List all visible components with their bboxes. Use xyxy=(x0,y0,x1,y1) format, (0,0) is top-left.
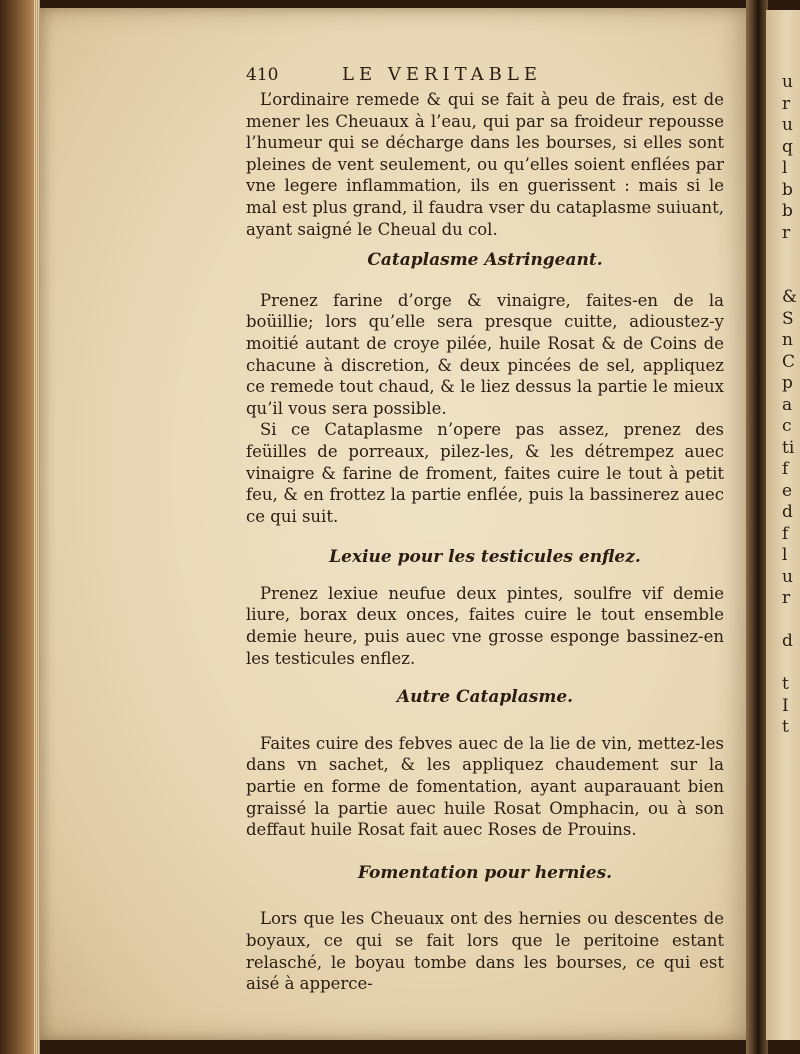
page-text-block xyxy=(246,64,724,995)
paragraph-fomentation: Lors que les Cheuaux ont des hernies ou descentes de boyaux, ce qui se fait lors que le peritoine estant relasché, le boyau tombe dans les bourses, ce qui est aisé à apperce- xyxy=(246,909,724,994)
running-head xyxy=(246,64,724,88)
book-spine-edge xyxy=(0,0,40,1054)
paragraph-lexiue: Prenez lexiue neufue deux pintes, soulfre vif demie liure, borax deux onces, faites cuire le tout ensemble demie heure, puis auec vne grosse esponge bassinez-en les testicules enflez. xyxy=(246,583,724,668)
facing-page-edge xyxy=(766,10,800,1040)
page-number: 410 xyxy=(246,65,279,85)
facing-page-text-fragment: u r u q l b b r & S n C p a c ti f e d f l u r d t I t xyxy=(782,72,798,737)
section-heading-cataplasme-astringeant: Cataplasme Astringeant. xyxy=(367,250,603,271)
section-heading-fomentation: Fomentation pour hernies. xyxy=(357,862,613,883)
book-gutter xyxy=(746,0,768,1054)
section-heading-lexiue: Lexiue pour les testicules enflez. xyxy=(329,547,641,568)
running-title: LE VERITABLE xyxy=(342,64,542,85)
paragraph-cataplasme-2: Si ce Cataplasme n’opere pas assez, prenez des feüilles de porreaux, pilez-les, & les détrempez auec vinaigre & farine de froment, faites cuire le tout à petit feu, & en frottez la partie enflée, puis la bassinerez auec ce qui suit. xyxy=(246,420,724,526)
section-heading-autre-cataplasme: Autre Cataplasme. xyxy=(396,687,574,708)
paragraph-intro: L’ordinaire remede & qui se fait à peu de frais, est de mener les Cheuaux à l’eau, qui par sa froideur repousse l’humeur qui se décharge dans les bourses, si elles sont pleines de vent seulement, ou qu’elles soient enflées par vne legere inflammation, ils en guerissent : mais si le mal est plus grand, il faudra vser du cataplasme suiuant, ayant saigné le Cheual du col. xyxy=(246,90,724,239)
paragraph-autre-cataplasme: Faites cuire des febves auec de la lie de vin, mettez-les dans vn sachet, & les appliquez chaudement sur la partie en forme de fomentation, ayant auparauant bien graissé la partie auec huile Rosat Omphacin, ou à son deffaut huile Rosat fait auec Roses de Prouins. xyxy=(246,733,724,840)
paragraph-cataplasme-1: Prenez farine d’orge & vinaigre, faites-en de la boüillie; lors qu’elle sera presque cuitte, adioustez-y moitié autant de croye pilée, huile Rosat & de Coins de chacune à discretion, & deux pincées de sel, appliquez ce remede tout chaud, & le liez dessus la partie le mieux qu’il vous sera possible. xyxy=(246,290,724,418)
